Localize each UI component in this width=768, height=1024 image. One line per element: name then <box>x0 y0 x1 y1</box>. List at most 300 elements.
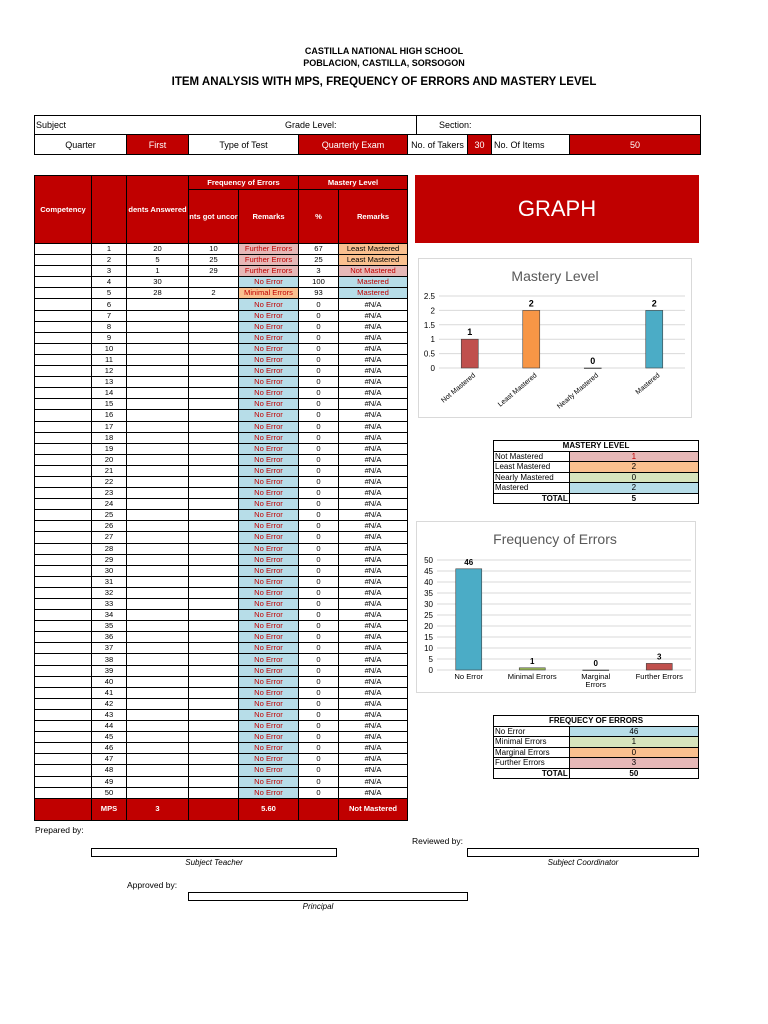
bar <box>584 368 601 369</box>
item-number: 45 <box>92 732 127 743</box>
error-remark: No Error <box>239 621 299 632</box>
percent-cell: 0 <box>299 532 339 543</box>
y-tick-label: 50 <box>424 556 433 565</box>
percent-cell: 0 <box>299 687 339 698</box>
item-number: 44 <box>92 721 127 732</box>
wrong-count <box>189 354 239 365</box>
teacher-signature-line <box>91 848 337 857</box>
percent-header: % <box>299 190 339 244</box>
mastery-remark: Mastered <box>339 288 408 299</box>
wrong-count <box>189 787 239 798</box>
competency-cell <box>35 421 92 432</box>
x-tick-label: Not Mastered <box>440 372 478 405</box>
x-tick-label: Nearly Mastered <box>556 372 601 411</box>
error-remark: No Error <box>239 532 299 543</box>
item-number: 10 <box>92 343 127 354</box>
mastery-remark: #N/A <box>339 565 408 576</box>
competency-cell <box>35 321 92 332</box>
competency-cell <box>35 599 92 610</box>
item-number: 14 <box>92 388 127 399</box>
percent-cell: 0 <box>299 721 339 732</box>
error-remark: No Error <box>239 277 299 288</box>
table-row <box>35 709 408 720</box>
mastery-chart <box>418 258 692 418</box>
mastery-remark: #N/A <box>339 687 408 698</box>
error-remark: No Error <box>239 543 299 554</box>
subject-coordinator-label: Subject Coordinator <box>547 858 619 867</box>
test-type-value: Quarterly Exam <box>299 135 408 154</box>
item-number: 16 <box>92 410 127 421</box>
wrong-count <box>189 709 239 720</box>
answered-count <box>127 310 189 321</box>
table-row <box>35 366 408 377</box>
page-title: ITEM ANALYSIS WITH MPS, FREQUENCY OF ERRORS AND MASTERY LEVEL <box>171 76 597 88</box>
percent-cell: 0 <box>299 610 339 621</box>
x-tick-label: No Error <box>454 672 484 681</box>
mastery-remark: #N/A <box>339 732 408 743</box>
answered-count <box>127 443 189 454</box>
competency-cell <box>35 354 92 365</box>
competency-cell <box>35 721 92 732</box>
percent-cell: 0 <box>299 465 339 476</box>
percent-cell: 0 <box>299 554 339 565</box>
answered-count <box>127 532 189 543</box>
mastery-remark: #N/A <box>339 743 408 754</box>
error-remark: No Error <box>239 554 299 565</box>
wrong-count <box>189 587 239 598</box>
competency-cell <box>35 643 92 654</box>
wrong-count <box>189 743 239 754</box>
percent-cell: 0 <box>299 343 339 354</box>
error-remark: Further Errors <box>239 266 299 277</box>
error-remark: No Error <box>239 510 299 521</box>
competency-cell <box>35 665 92 676</box>
error-remark: No Error <box>239 709 299 720</box>
item-number: 6 <box>92 299 127 310</box>
percent-cell: 0 <box>299 565 339 576</box>
mastery-remark: #N/A <box>339 410 408 421</box>
mastery-remark: #N/A <box>339 643 408 654</box>
error-remark: Minimal Errors <box>239 288 299 299</box>
item-number: 31 <box>92 576 127 587</box>
wrong-count <box>189 576 239 587</box>
answered-count <box>127 587 189 598</box>
error-remark: No Error <box>239 610 299 621</box>
item-number: 22 <box>92 476 127 487</box>
summary-label: No Error <box>494 726 570 737</box>
x-tick-label: Mastered <box>634 372 662 397</box>
error-remark: No Error <box>239 632 299 643</box>
wrong-count <box>189 632 239 643</box>
table-row <box>35 476 408 487</box>
answered-count <box>127 321 189 332</box>
item-number: 15 <box>92 399 127 410</box>
error-remark: No Error <box>239 787 299 798</box>
competency-cell <box>35 454 92 465</box>
item-number: 2 <box>92 255 127 266</box>
mastery-remark: #N/A <box>339 488 408 499</box>
table-row <box>35 465 408 476</box>
answered-count: 28 <box>127 288 189 299</box>
x-tick-label: Marginal <box>581 672 611 681</box>
wrong-count <box>189 654 239 665</box>
answered-count <box>127 765 189 776</box>
wrong-count <box>189 488 239 499</box>
wrong-count <box>189 510 239 521</box>
percent-cell: 67 <box>299 244 339 255</box>
wrong-count <box>189 698 239 709</box>
error-remark: No Error <box>239 643 299 654</box>
answered-count <box>127 299 189 310</box>
percent-cell: 0 <box>299 432 339 443</box>
percent-cell: 0 <box>299 499 339 510</box>
percent-cell: 0 <box>299 488 339 499</box>
answered-count: 1 <box>127 266 189 277</box>
mastery-remark: #N/A <box>339 721 408 732</box>
wrong-count: 10 <box>189 244 239 255</box>
footer-blank <box>299 798 339 820</box>
principal-label: Principal <box>302 902 334 911</box>
table-row <box>35 632 408 643</box>
percent-cell: 0 <box>299 299 339 310</box>
item-number: 32 <box>92 587 127 598</box>
answered-count <box>127 388 189 399</box>
answered-count <box>127 521 189 532</box>
y-tick-label: 2 <box>430 306 435 316</box>
answered-count: 5 <box>127 255 189 266</box>
wrong-count: 25 <box>189 255 239 266</box>
item-number: 41 <box>92 687 127 698</box>
competency-cell <box>35 410 92 421</box>
answered-count <box>127 454 189 465</box>
wrong-count <box>189 643 239 654</box>
summary-label: Minimal Errors <box>494 737 570 748</box>
data-label: 2 <box>651 298 657 309</box>
mps-value: 3 <box>127 798 189 820</box>
answered-count <box>127 432 189 443</box>
mps-footer-row <box>35 798 408 820</box>
competency-cell <box>35 388 92 399</box>
percent-cell: 0 <box>299 332 339 343</box>
competency-cell <box>35 310 92 321</box>
mastery-remark: #N/A <box>339 499 408 510</box>
error-remark: Further Errors <box>239 255 299 266</box>
answered-count <box>127 709 189 720</box>
uncorrect-header: nts got uncor <box>189 190 239 244</box>
bar <box>583 670 609 671</box>
wrong-count <box>189 554 239 565</box>
answered-count <box>127 687 189 698</box>
table-row <box>35 754 408 765</box>
answered-count <box>127 343 189 354</box>
competency-cell <box>35 554 92 565</box>
error-remark: No Error <box>239 343 299 354</box>
frequency-chart-title: Frequency of Errors <box>493 531 617 547</box>
mastery-remark: #N/A <box>339 377 408 388</box>
table-row <box>35 765 408 776</box>
percent-cell: 0 <box>299 676 339 687</box>
error-remark: No Error <box>239 332 299 343</box>
competency-cell <box>35 787 92 798</box>
error-remark: No Error <box>239 421 299 432</box>
summary-value: 0 <box>569 747 698 758</box>
wrong-count <box>189 443 239 454</box>
mastery-remark: #N/A <box>339 366 408 377</box>
graph-banner: GRAPH <box>415 175 699 243</box>
data-label: 0 <box>590 356 596 366</box>
mastery-remark: #N/A <box>339 343 408 354</box>
y-tick-label: 0.5 <box>423 349 435 359</box>
wrong-count <box>189 454 239 465</box>
mastery-chart-svg <box>419 259 691 417</box>
bar <box>646 663 672 670</box>
y-tick-label: 25 <box>424 611 433 620</box>
summary-value: 0 <box>569 472 698 483</box>
percent-cell: 0 <box>299 410 339 421</box>
answered-count <box>127 465 189 476</box>
y-tick-label: 10 <box>424 644 433 653</box>
competency-cell <box>35 510 92 521</box>
y-tick-label: 15 <box>424 633 433 642</box>
x-tick-label: Further Errors <box>635 672 683 681</box>
takers-value: 30 <box>468 135 492 154</box>
school-name: CASTILLA NATIONAL HIGH SCHOOL <box>304 46 464 56</box>
mastery-remark: #N/A <box>339 610 408 621</box>
bar <box>456 569 482 670</box>
mastery-remark: #N/A <box>339 421 408 432</box>
y-tick-label: 1.5 <box>423 320 435 330</box>
x-tick-label: Errors <box>585 680 607 689</box>
competency-cell <box>35 687 92 698</box>
mastery-remark: #N/A <box>339 665 408 676</box>
mastery-remark: #N/A <box>339 521 408 532</box>
mps-remark: Not Mastered <box>339 798 408 820</box>
answered-count <box>127 576 189 587</box>
table-row <box>35 244 408 255</box>
competency-cell <box>35 266 92 277</box>
item-number: 9 <box>92 332 127 343</box>
percent-cell: 0 <box>299 599 339 610</box>
table-row <box>35 388 408 399</box>
competency-cell <box>35 754 92 765</box>
competency-cell <box>35 332 92 343</box>
principal-signature-line <box>188 892 468 901</box>
wrong-count <box>189 299 239 310</box>
mastery-summary-title: MASTERY LEVEL <box>494 441 699 452</box>
error-remark: No Error <box>239 410 299 421</box>
competency-cell <box>35 698 92 709</box>
competency-cell <box>35 288 92 299</box>
bar <box>646 310 663 368</box>
competency-cell <box>35 543 92 554</box>
item-number: 13 <box>92 377 127 388</box>
percent-cell: 0 <box>299 665 339 676</box>
answered-count <box>127 565 189 576</box>
competency-cell <box>35 621 92 632</box>
table-row <box>35 266 408 277</box>
table-row <box>35 499 408 510</box>
error-remark: Further Errors <box>239 244 299 255</box>
percent-cell: 0 <box>299 366 339 377</box>
summary-value: 46 <box>569 726 698 737</box>
answered-count <box>127 410 189 421</box>
wrong-count <box>189 543 239 554</box>
error-remark: No Error <box>239 377 299 388</box>
percent-cell: 0 <box>299 421 339 432</box>
mastery-remark: #N/A <box>339 354 408 365</box>
table-row <box>35 621 408 632</box>
percent-cell: 3 <box>299 266 339 277</box>
table-row <box>35 687 408 698</box>
summary-label: Least Mastered <box>494 462 570 473</box>
competency-cell <box>35 709 92 720</box>
answered-count <box>127 488 189 499</box>
wrong-count <box>189 687 239 698</box>
competency-cell <box>35 676 92 687</box>
wrong-count <box>189 499 239 510</box>
subject-teacher-label: Subject Teacher <box>185 858 243 867</box>
takers-label: No. of Takers <box>408 135 468 154</box>
table-row <box>35 343 408 354</box>
grade-level-label: Grade Level: <box>285 120 337 130</box>
item-number: 28 <box>92 543 127 554</box>
competency-cell <box>35 366 92 377</box>
footer-blank <box>35 798 92 820</box>
table-row <box>35 576 408 587</box>
answered-header: dents Answered <box>127 176 189 244</box>
mastery-summary-table <box>493 440 699 504</box>
y-tick-label: 2.5 <box>423 292 435 301</box>
item-number: 46 <box>92 743 127 754</box>
mastery-remark: #N/A <box>339 632 408 643</box>
y-tick-label: 40 <box>424 578 433 587</box>
item-number: 25 <box>92 510 127 521</box>
error-remark: No Error <box>239 765 299 776</box>
table-row <box>35 665 408 676</box>
competency-cell <box>35 654 92 665</box>
percent-cell: 0 <box>299 454 339 465</box>
error-remark: No Error <box>239 388 299 399</box>
wrong-count <box>189 776 239 787</box>
item-analysis-table <box>34 175 408 821</box>
item-number: 27 <box>92 532 127 543</box>
mastery-remark: #N/A <box>339 765 408 776</box>
answered-count <box>127 543 189 554</box>
item-number: 17 <box>92 421 127 432</box>
table-row <box>35 543 408 554</box>
error-remark: No Error <box>239 587 299 598</box>
competency-cell <box>35 244 92 255</box>
remarks-header: Remarks <box>239 190 299 244</box>
mastery-remark: Least Mastered <box>339 244 408 255</box>
competency-cell <box>35 532 92 543</box>
school-address: POBLACION, CASTILLA, SORSOGON <box>303 58 465 68</box>
wrong-count <box>189 465 239 476</box>
table-row <box>35 732 408 743</box>
mastery-chart-title: Mastery Level <box>511 268 599 284</box>
wrong-count <box>189 343 239 354</box>
answered-count <box>127 510 189 521</box>
percent-cell: 0 <box>299 732 339 743</box>
competency-cell <box>35 443 92 454</box>
error-remark: No Error <box>239 732 299 743</box>
mps-percent: 5.60 <box>239 798 299 820</box>
percent-cell: 0 <box>299 399 339 410</box>
competency-cell <box>35 576 92 587</box>
item-number: 4 <box>92 277 127 288</box>
mastery-remark: #N/A <box>339 599 408 610</box>
mastery-remark: #N/A <box>339 676 408 687</box>
mastery-remark: #N/A <box>339 698 408 709</box>
error-remark: No Error <box>239 432 299 443</box>
percent-cell: 0 <box>299 388 339 399</box>
item-number: 24 <box>92 499 127 510</box>
percent-cell: 100 <box>299 277 339 288</box>
competency-cell <box>35 732 92 743</box>
error-remark: No Error <box>239 354 299 365</box>
wrong-count <box>189 310 239 321</box>
mastery-remark: Least Mastered <box>339 255 408 266</box>
error-remark: No Error <box>239 665 299 676</box>
percent-cell: 0 <box>299 576 339 587</box>
competency-cell <box>35 299 92 310</box>
answered-count: 30 <box>127 277 189 288</box>
mastery-remark: #N/A <box>339 388 408 399</box>
answered-count <box>127 698 189 709</box>
table-row <box>35 610 408 621</box>
percent-cell: 0 <box>299 787 339 798</box>
competency-cell <box>35 476 92 487</box>
percent-cell: 0 <box>299 543 339 554</box>
competency-cell <box>35 255 92 266</box>
frequency-summary-table <box>493 715 699 779</box>
item-number: 18 <box>92 432 127 443</box>
item-number: 34 <box>92 610 127 621</box>
wrong-count <box>189 432 239 443</box>
bar <box>461 339 478 368</box>
table-row <box>35 743 408 754</box>
table-row <box>35 521 408 532</box>
competency-cell <box>35 277 92 288</box>
answered-count <box>127 610 189 621</box>
answered-count <box>127 499 189 510</box>
percent-cell: 25 <box>299 255 339 266</box>
answered-count <box>127 654 189 665</box>
mastery-remarks-header: Remarks <box>339 190 408 244</box>
y-tick-label: 35 <box>424 589 433 598</box>
mastery-remark: #N/A <box>339 776 408 787</box>
item-number: 50 <box>92 787 127 798</box>
item-number: 43 <box>92 709 127 720</box>
footer-blank <box>189 798 239 820</box>
answered-count <box>127 776 189 787</box>
error-remark: No Error <box>239 721 299 732</box>
reviewed-by-label: Reviewed by: <box>412 836 464 846</box>
table-row <box>35 488 408 499</box>
mastery-remark: #N/A <box>339 587 408 598</box>
table-row <box>35 399 408 410</box>
mastery-remark: #N/A <box>339 543 408 554</box>
table-row <box>35 332 408 343</box>
table-row <box>35 421 408 432</box>
wrong-count <box>189 277 239 288</box>
percent-cell: 0 <box>299 621 339 632</box>
mastery-remark: #N/A <box>339 621 408 632</box>
answered-count <box>127 732 189 743</box>
data-label: 1 <box>530 656 535 666</box>
competency-cell <box>35 488 92 499</box>
wrong-count <box>189 521 239 532</box>
